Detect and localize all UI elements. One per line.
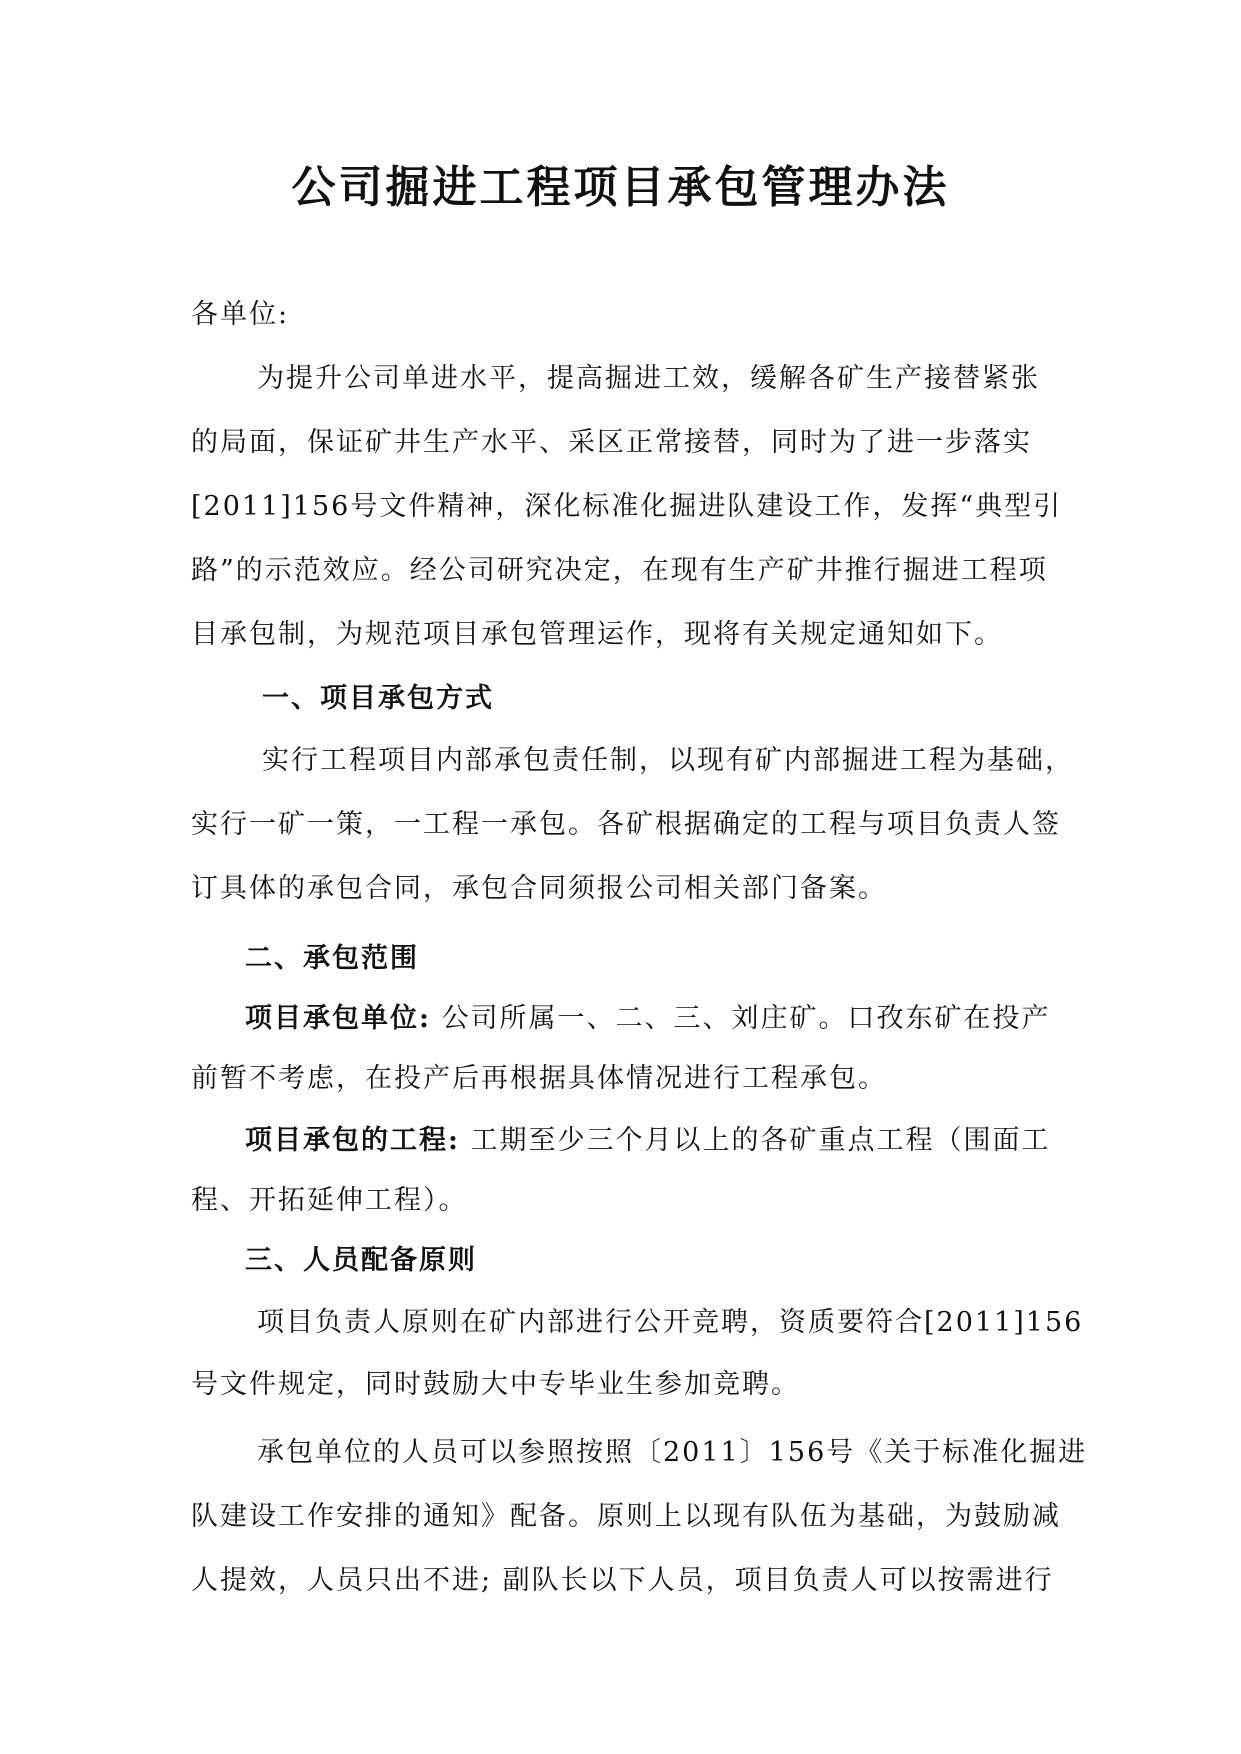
document-title: 公司掘进工程项目承包管理办法 xyxy=(291,162,950,213)
section-2-unit-line-1 xyxy=(245,1000,1105,1038)
intro-line-2: 的局面，保证矿井生产水平、采区正常接替，同时为了进一步落实 xyxy=(191,427,1032,458)
section-3-para2-line-2: 队建设工作安排的通知》配备。原则上以现有队伍为基础，为鼓励减 xyxy=(191,1501,1061,1532)
section-2-unit-line-2: 前暂不考虑，在投产后再根据具体情况进行工程承包。 xyxy=(191,1063,887,1094)
intro-line-3: [2011]156号文件精神，深化标准化掘进队建设工作，发挥“典型引 xyxy=(191,491,1063,522)
section-1-line-1: 实行工程项目内部承包责任制，以现有矿内部掘进工程为基础， xyxy=(262,745,1074,776)
section-1-heading: 一、项目承包方式 xyxy=(262,683,494,714)
section-1-line-2: 实行一矿一策，一工程一承包。各矿根据确定的工程与项目负责人签 xyxy=(191,809,1061,840)
section-3-para1-line-1: 项目负责人原则在矿内部进行公开竞聘，资质要符合[2011]156 xyxy=(257,1307,1084,1338)
project-label: 项目承包的工程: xyxy=(245,1125,460,1156)
unit-label: 项目承包单位: xyxy=(245,1003,431,1034)
section-3-para2-line-3: 人提效，人员只出不进; 副队长以下人员，项目负责人可以按需进行 xyxy=(191,1565,1054,1596)
section-3-heading: 三、人员配备原则 xyxy=(245,1245,477,1276)
intro-line-1: 为提升公司单进水平，提高掘进工效，缓解各矿生产接替紧张 xyxy=(257,363,1040,394)
section-2-heading: 二、承包范围 xyxy=(245,943,419,974)
intro-line-5: 目承包制，为规范项目承包管理运作，现将有关规定通知如下。 xyxy=(191,619,1003,650)
unit-text: 公司所属一、二、三、刘庄矿。口孜东矿在投产 xyxy=(441,1003,1051,1034)
section-2-project-line-1 xyxy=(245,1122,1105,1160)
section-2-project-line-2: 程、开拓延伸工程）。 xyxy=(191,1185,468,1216)
salutation: 各单位: xyxy=(191,299,290,330)
section-1-line-3: 订具体的承包合同，承包合同须报公司相关部门备案。 xyxy=(191,873,887,904)
section-3-para1-line-2: 号文件规定，同时鼓励大中专毕业生参加竞聘。 xyxy=(191,1369,800,1400)
intro-line-4: 路”的示范效应。经公司研究决定，在现有生产矿井推行掘进工程项 xyxy=(191,555,1048,586)
section-3-para2-line-1: 承包单位的人员可以参照按照〔2011〕156号《关于标准化掘进 xyxy=(257,1437,1088,1468)
project-text: 工期至少三个月以上的各矿重点工程（围面工 xyxy=(470,1125,1051,1156)
